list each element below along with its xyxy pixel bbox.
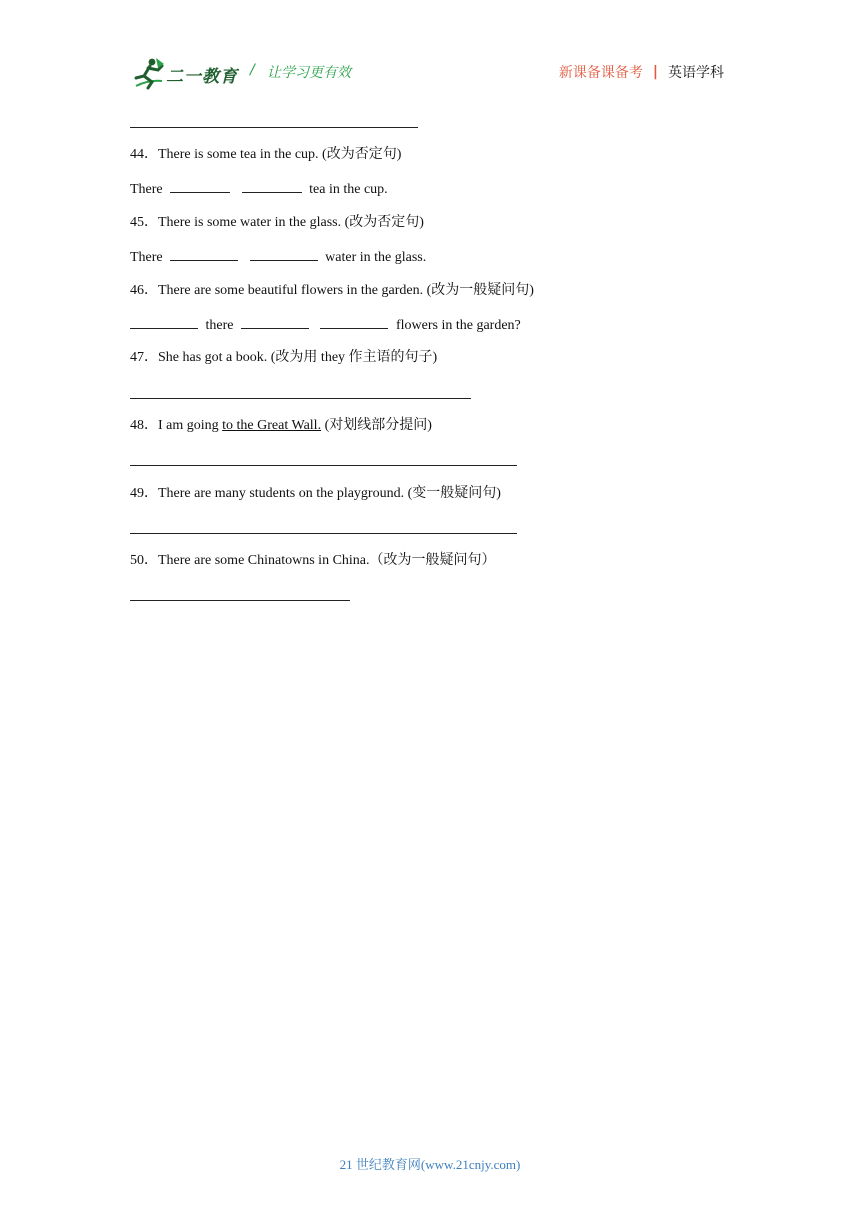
question-47: 47．She has got a book. (改为用 they 作主语的句子): [130, 350, 438, 365]
header-right: [559, 62, 724, 82]
header-label-subject: 英语学科: [668, 65, 724, 81]
answer-middle: there: [205, 318, 234, 333]
answer-suffix: water in the glass.: [325, 250, 427, 265]
blank-field[interactable]: [241, 316, 309, 329]
question-44: 44．There is some tea in the cup. (改为否定句): [130, 147, 402, 162]
answer-prefix: There: [130, 182, 163, 197]
question-50: 50．There are some Chinatowns in China.（改为一般疑问句）: [130, 553, 496, 568]
question-number: 44: [130, 147, 144, 162]
question-text: There is some tea in the cup. (改为否定句): [158, 147, 402, 162]
answer-46: [126, 316, 521, 335]
question-48: 48．I am going to the Great Wall. (对划线部分提问): [130, 418, 432, 433]
question-number: 50: [130, 553, 144, 568]
slogan: 让学习更有效: [267, 65, 351, 81]
question-text: There are some beautiful flowers in the garden. (改为一般疑问句): [158, 283, 534, 298]
blank-field[interactable]: [250, 248, 318, 261]
answer-prefix: There: [130, 250, 163, 265]
question-49: 49．There are many students on the playground. (变一般疑问句): [130, 486, 501, 501]
slogan-divider: /: [250, 62, 255, 78]
answer-44: [130, 180, 388, 199]
blank-field[interactable]: [170, 180, 230, 193]
question-text-after: (对划线部分提问): [321, 418, 432, 433]
answer-45: [130, 248, 426, 267]
header-separator: |: [652, 64, 658, 80]
answer-line[interactable]: [130, 465, 517, 466]
answer-line[interactable]: [130, 127, 418, 128]
question-text-before: I am going: [158, 418, 223, 433]
question-text: There are many students on the playground. (变一般疑问句): [158, 486, 501, 501]
blank-field[interactable]: [242, 180, 302, 193]
question-number: 48: [130, 418, 144, 433]
question-number: 45: [130, 215, 144, 230]
page-header: [0, 0, 860, 100]
answer-suffix: flowers in the garden?: [395, 318, 521, 333]
question-45: 45．There is some water in the glass. (改为否定句): [130, 215, 424, 230]
question-number: 46: [130, 283, 144, 298]
answer-line[interactable]: [130, 600, 350, 601]
question-46: 46．There are some beautiful flowers in the garden. (改为一般疑问句): [130, 283, 534, 298]
blank-field[interactable]: [130, 316, 198, 329]
page-footer: 21 世纪教育网(www.21cnjy.com): [339, 1157, 521, 1172]
question-number: 49: [130, 486, 144, 501]
answer-line[interactable]: [130, 398, 471, 399]
answer-suffix: tea in the cup.: [309, 182, 388, 197]
logo-text: 二一教育: [166, 67, 238, 87]
question-text: There is some water in the glass. (改为否定句): [158, 215, 424, 230]
question-text: There are some Chinatowns in China.（改为一般疑问句）: [158, 553, 496, 568]
question-number: 47: [130, 350, 144, 365]
blank-field[interactable]: [170, 248, 238, 261]
answer-line[interactable]: [130, 533, 517, 534]
underlined-phrase: to the Great Wall.: [222, 418, 322, 433]
question-text: She has got a book. (改为用 they 作主语的句子): [158, 350, 438, 365]
header-label-prep: 新课备课备考: [558, 65, 643, 81]
blank-field[interactable]: [320, 316, 388, 329]
